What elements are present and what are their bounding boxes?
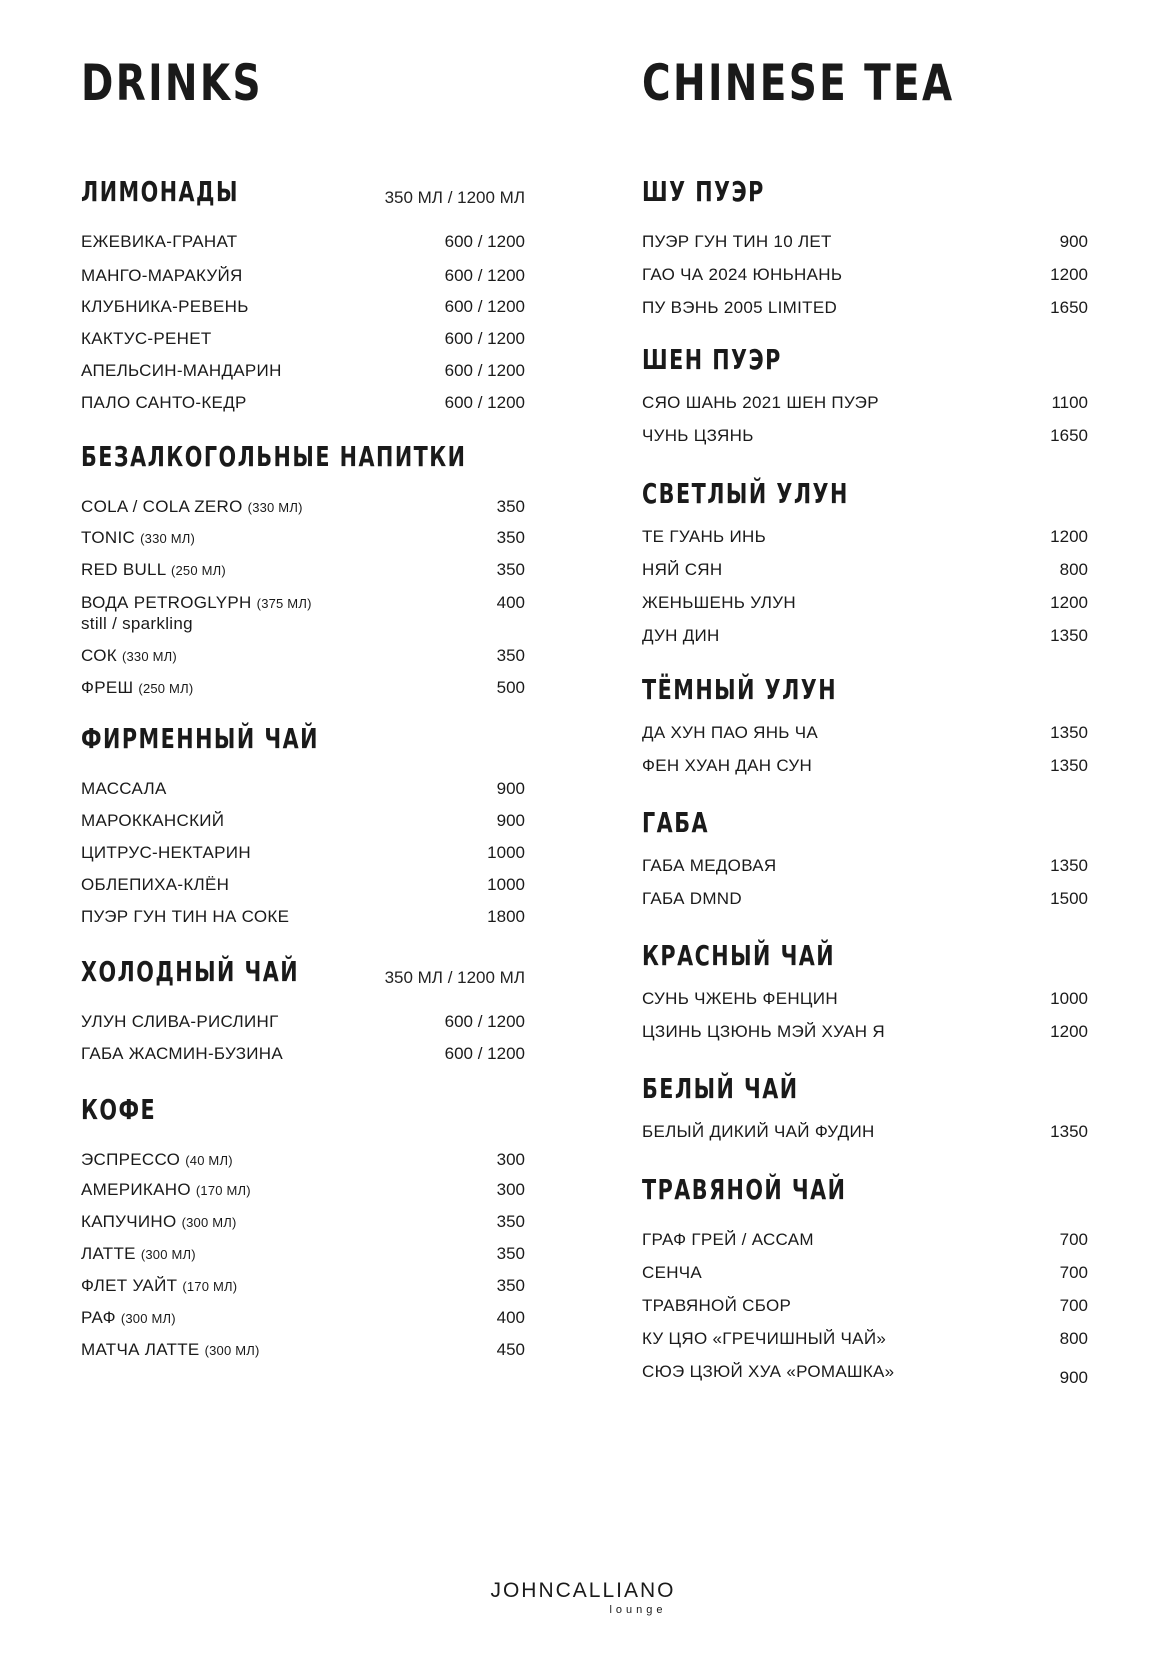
section-volume-note: 350 МЛ / 1200 МЛ [384, 188, 525, 207]
section-gaba [642, 807, 1088, 923]
item-name: КУ ЦЯО «ГРЕЧИШНЫЙ ЧАЙ» [642, 1329, 887, 1348]
item-name: ГАБА DMND [642, 889, 742, 908]
section-coffee [81, 1094, 525, 1374]
menu-item [642, 756, 1088, 790]
item-price: 1350 [1050, 756, 1088, 775]
item-price: 1650 [1050, 426, 1088, 445]
item-price: 350 [496, 528, 525, 547]
section-title: ТРАВЯНОЙ ЧАЙ [642, 1173, 847, 1206]
menu-item [81, 1244, 525, 1276]
item-name: ГАБА ЖАСМИН-БУЗИНА [81, 1044, 284, 1063]
item-name: TONIC (330 МЛ) [81, 528, 196, 547]
item-name: ПАЛО САНТО-КЕДР [81, 392, 247, 412]
menu-item [642, 1329, 1088, 1362]
item-name: ОБЛЕПИХА-КЛЁН [81, 875, 230, 894]
section-light-oolong [642, 478, 1088, 660]
menu-item [81, 361, 525, 393]
menu-item [642, 989, 1088, 1022]
item-price: 600 / 1200 [444, 1044, 525, 1063]
menu-item [81, 907, 525, 941]
item-name: ГАО ЧА 2024 ЮНЬНАНЬ [642, 265, 843, 284]
item-name: МАТЧА ЛАТТЕ (300 МЛ) [81, 1340, 260, 1359]
item-volume: (170 МЛ) [182, 1279, 238, 1294]
item-price: 350 [496, 497, 525, 516]
menu-item [81, 1180, 525, 1212]
item-name: СЕНЧА [642, 1263, 703, 1282]
item-volume: (375 МЛ) [256, 596, 312, 611]
item-name: МАНГО-МАРАКУЙЯ [81, 265, 243, 285]
item-price: 1000 [1050, 989, 1088, 1008]
menu-item [642, 626, 1088, 660]
menu-item [642, 232, 1088, 265]
section-soft-drinks [81, 441, 525, 712]
section-shu-puer [642, 176, 1088, 332]
menu-item [81, 843, 525, 875]
item-volume: (170 МЛ) [195, 1183, 251, 1198]
item-price: 300 [496, 1150, 525, 1169]
item-name: ЦИТРУС-НЕКТАРИН [81, 843, 251, 862]
item-name: АМЕРИКАНО (170 МЛ) [81, 1180, 251, 1199]
item-name: ДА ХУН ПАО ЯНЬ ЧА [642, 723, 819, 742]
menu-item [642, 1263, 1088, 1296]
item-price: 800 [1059, 560, 1088, 579]
item-volume: (300 МЛ) [181, 1215, 237, 1230]
section-shen-puer [642, 344, 1088, 460]
section-herbal-tea [642, 1174, 1088, 1396]
item-volume: (330 МЛ) [140, 531, 196, 546]
item-price: 350 [496, 646, 525, 665]
section-white-tea [642, 1073, 1088, 1156]
item-price: 400 [496, 1308, 525, 1327]
item-name: ДУН ДИН [642, 626, 720, 645]
menu-item [81, 297, 525, 329]
item-price: 1200 [1050, 527, 1088, 546]
item-name: СУНЬ ЧЖЕНЬ ФЕНЦИН [642, 989, 838, 1008]
footer-logo [0, 1580, 1166, 1616]
menu-item [642, 560, 1088, 593]
item-name: СЯО ШАНЬ 2021 ШЕН ПУЭР [642, 393, 879, 412]
menu-item [642, 393, 1088, 426]
item-name: СОК (330 МЛ) [81, 646, 177, 665]
page-title-drinks: DRINKS [81, 54, 263, 112]
menu-item [642, 889, 1088, 923]
item-price: 350 [496, 560, 525, 579]
menu-item [81, 1012, 525, 1044]
item-price: 1350 [1050, 856, 1088, 875]
item-price: 1200 [1050, 593, 1088, 612]
menu-item [81, 232, 525, 266]
item-price: 1650 [1050, 298, 1088, 317]
menu-item [81, 1308, 525, 1340]
menu-item [81, 393, 525, 427]
item-volume: (40 МЛ) [185, 1153, 233, 1168]
section-title: КОФЕ [81, 1093, 157, 1126]
menu-item [642, 527, 1088, 560]
item-name: МАССАЛА [81, 779, 167, 798]
item-price: 1350 [1050, 626, 1088, 645]
item-name: ФЕН ХУАН ДАН СУН [642, 756, 813, 775]
item-price: 1500 [1050, 889, 1088, 908]
item-price: 1350 [1050, 1122, 1088, 1141]
item-price: 700 [1059, 1230, 1088, 1249]
item-name: РАФ (300 МЛ) [81, 1308, 176, 1327]
item-price: 600 / 1200 [444, 265, 525, 285]
item-name: УЛУН СЛИВА-РИСЛИНГ [81, 1012, 279, 1031]
item-name: ФЛЕТ УАЙТ (170 МЛ) [81, 1276, 238, 1295]
section-title: БЕЗАЛКОГОЛЬНЫЕ НАПИТКИ [81, 440, 467, 473]
item-volume: (300 МЛ) [120, 1311, 176, 1326]
item-name: КАКТУС-РЕНЕТ [81, 328, 212, 348]
section-title: БЕЛЫЙ ЧАЙ [642, 1072, 799, 1105]
menu-item [81, 779, 525, 811]
item-price: 900 [496, 811, 525, 830]
item-volume: (300 МЛ) [140, 1247, 196, 1262]
item-name: ФРЕШ (250 МЛ) [81, 678, 194, 697]
item-volume: (250 МЛ) [138, 681, 194, 696]
item-name: ЖЕНЬШЕНЬ УЛУН [642, 593, 796, 612]
item-price: 900 [1059, 1368, 1088, 1387]
item-price: 450 [496, 1340, 525, 1359]
section-title: ФИРМЕННЫЙ ЧАЙ [81, 722, 319, 755]
section-red-tea [642, 940, 1088, 1056]
item-volume: (250 МЛ) [170, 563, 226, 578]
item-price: 900 [1059, 232, 1088, 251]
item-price: 500 [496, 678, 525, 697]
menu-item [81, 1276, 525, 1308]
menu-item [81, 678, 525, 712]
section-volume-note: 350 МЛ / 1200 МЛ [384, 968, 525, 987]
item-name: ВОДА PETROGLYPH (375 МЛ) [81, 593, 312, 612]
section-title: ГАБА [642, 806, 709, 839]
item-price: 1800 [487, 907, 525, 926]
section-title: ШУ ПУЭР [642, 175, 765, 208]
section-signature-tea [81, 723, 525, 941]
item-name: КЛУБНИКА-РЕВЕНЬ [81, 296, 249, 316]
page-title-chinese-tea: CHINESE TEA [642, 54, 955, 112]
item-name: СЮЭ ЦЗЮЙ ХУА «РОМАШКА» [642, 1362, 895, 1381]
section-title: ЛИМОНАДЫ [81, 175, 239, 208]
item-price: 600 / 1200 [444, 1012, 525, 1031]
section-title: КРАСНЫЙ ЧАЙ [642, 939, 836, 972]
item-name: МАРОККАНСКИЙ [81, 811, 225, 830]
item-name: ЭСПРЕССО (40 МЛ) [81, 1150, 233, 1169]
section-title: ХОЛОДНЫЙ ЧАЙ [81, 955, 300, 988]
item-price: 900 [496, 779, 525, 798]
item-name: ГРАФ ГРЕЙ / АССАМ [642, 1230, 814, 1249]
menu-item [81, 528, 525, 560]
item-price: 600 / 1200 [444, 392, 525, 412]
item-price: 1000 [487, 875, 525, 894]
menu-item [81, 560, 525, 593]
menu-item [642, 265, 1088, 298]
menu-item [81, 1340, 525, 1374]
item-price: 1200 [1050, 265, 1088, 284]
item-name: ЦЗИНЬ ЦЗЮНЬ МЭЙ ХУАН Я [642, 1022, 885, 1041]
item-subtitle: still / sparkling [81, 614, 193, 633]
item-price: 800 [1059, 1329, 1088, 1348]
section-title: СВЕТЛЫЙ УЛУН [642, 477, 849, 510]
menu-item [642, 593, 1088, 626]
menu-item [642, 723, 1088, 756]
menu-item [642, 1230, 1088, 1263]
menu-item [81, 1212, 525, 1244]
menu-item [81, 646, 525, 678]
item-price: 600 / 1200 [444, 328, 525, 348]
brand-subtitle: lounge [609, 1604, 667, 1616]
item-price: 350 [496, 1244, 525, 1263]
item-price: 600 / 1200 [444, 360, 525, 380]
item-price: 300 [496, 1180, 525, 1199]
item-price: 1100 [1051, 393, 1088, 412]
brand-name: JOHNCALLIANO [490, 1579, 676, 1602]
item-price: 700 [1059, 1263, 1088, 1282]
item-name: АПЕЛЬСИН-МАНДАРИН [81, 360, 282, 380]
item-price: 1200 [1050, 1022, 1088, 1041]
item-volume: (330 МЛ) [121, 649, 177, 664]
item-price: 400 [496, 593, 525, 612]
item-name: ЧУНЬ ЦЗЯНЬ [642, 426, 754, 445]
item-name: БЕЛЫЙ ДИКИЙ ЧАЙ ФУДИН [642, 1122, 875, 1141]
menu-item [81, 329, 525, 361]
section-title: ТЁМНЫЙ УЛУН [642, 673, 838, 706]
menu-item [642, 1122, 1088, 1156]
menu-item [81, 875, 525, 907]
section-cold-tea [81, 956, 525, 1078]
item-price: 1350 [1050, 723, 1088, 742]
item-price: 350 [496, 1212, 525, 1231]
section-title: ШЕН ПУЭР [642, 343, 782, 376]
menu-item [642, 426, 1088, 460]
item-name: ЕЖЕВИКА-ГРАНАТ [81, 232, 238, 251]
item-price: 700 [1059, 1296, 1088, 1315]
menu-item [81, 1044, 525, 1078]
menu-item [81, 811, 525, 843]
section-dark-oolong [642, 674, 1088, 790]
item-price: 600 / 1200 [444, 232, 525, 251]
item-price: 1000 [487, 843, 525, 862]
menu-item [81, 1150, 525, 1180]
item-name: RED BULL (250 МЛ) [81, 560, 226, 579]
item-name: ЛАТТЕ (300 МЛ) [81, 1244, 196, 1263]
menu-item [81, 497, 525, 528]
menu-item [81, 266, 525, 297]
item-price: 350 [496, 1276, 525, 1295]
menu-item [642, 298, 1088, 332]
item-name: ГАБА МЕДОВАЯ [642, 856, 777, 875]
item-name: COLA / COLA ZERO (330 МЛ) [81, 497, 303, 516]
item-volume: (300 МЛ) [204, 1343, 260, 1358]
menu-item [642, 1022, 1088, 1056]
item-name: КАПУЧИНО (300 МЛ) [81, 1212, 237, 1231]
item-price: 600 / 1200 [444, 296, 525, 316]
item-name: ПУ ВЭНЬ 2005 LIMITED [642, 298, 838, 317]
item-name: ТРАВЯНОЙ СБОР [642, 1296, 792, 1315]
item-volume: (330 МЛ) [247, 500, 303, 515]
menu-item [81, 593, 525, 646]
menu-item [642, 856, 1088, 889]
item-name: ТЕ ГУАНЬ ИНЬ [642, 527, 767, 546]
menu-item [642, 1362, 1088, 1396]
section-lemonades [81, 176, 525, 426]
menu-item [642, 1296, 1088, 1329]
item-name: ПУЭР ГУН ТИН 10 ЛЕТ [642, 232, 832, 251]
item-name: ПУЭР ГУН ТИН НА СОКЕ [81, 907, 290, 926]
item-name: НЯЙ СЯН [642, 560, 723, 579]
